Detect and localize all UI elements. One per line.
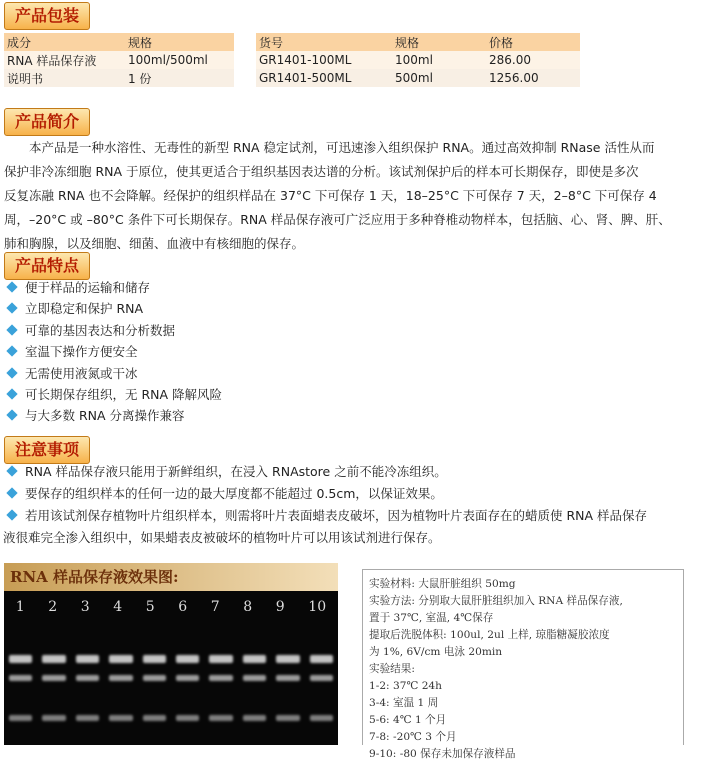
table-header: 货号 (256, 33, 392, 51)
intro-line: 保护非冷冻细胞 RNA 于原位，使其更适合于组织基因表达谱的分析。该试剂保护后的样本可长期保存，即使是多次 (4, 164, 639, 179)
gel-band (42, 715, 65, 721)
gel-band (42, 655, 65, 663)
table-cell: RNA 样品保存液 (4, 51, 125, 69)
diamond-bullet-icon (6, 465, 17, 476)
features-list (6, 277, 222, 427)
gel-band (109, 675, 132, 681)
table-cell: 500ml (392, 69, 486, 87)
gel-band (243, 715, 266, 721)
notice-text: RNA 样品保存液只能用于新鲜组织，在浸入 RNAstore 之前不能冷冻组织。 (25, 464, 447, 479)
note-line: 9-10: -80 保存未加保存液样品 (369, 748, 516, 760)
gel-band (310, 675, 333, 681)
gel-band (76, 675, 99, 681)
section-title-notice: 注意事项 (4, 436, 90, 464)
note-line: 3-4: 室温 1 周 (369, 697, 439, 709)
gel-band (276, 715, 299, 721)
feature-text: 无需使用液氮或干冰 (25, 365, 138, 381)
section-title-features: 产品特点 (4, 252, 90, 280)
section-title-packaging: 产品包装 (4, 2, 90, 30)
lane-label: 4 (113, 599, 123, 615)
note-line: 实验结果: (369, 663, 415, 675)
gel-band (9, 655, 32, 663)
list-item (6, 384, 222, 405)
lane-label: 2 (48, 599, 58, 615)
note-line: 为 1%, 6V/cm 电泳 20min (369, 646, 503, 658)
list-item (6, 298, 222, 319)
gel-band (9, 715, 32, 721)
notice-list (3, 461, 648, 549)
gel-band (76, 655, 99, 663)
lane-label: 10 (308, 599, 327, 615)
diamond-bullet-icon (6, 410, 17, 421)
lane-label: 1 (15, 599, 25, 615)
section-title-intro: 产品简介 (4, 108, 90, 136)
diamond-bullet-icon (6, 324, 17, 335)
diamond-bullet-icon (6, 487, 17, 498)
list-item (6, 505, 647, 527)
gel-band (276, 655, 299, 663)
note-line: 7-8: -20℃ 3 个月 (369, 731, 457, 743)
gel-band (310, 715, 333, 721)
lane-label: 7 (210, 599, 220, 615)
gel-band (176, 655, 199, 663)
feature-text: 便于样品的运输和储存 (25, 280, 151, 295)
diamond-bullet-icon (6, 388, 17, 399)
feature-text: 立即稳定和保护 RNA (25, 301, 144, 317)
gel-band (42, 675, 65, 681)
effect-title: RNA 样品保存液效果图: (4, 563, 338, 591)
lane-label: 6 (178, 599, 188, 615)
note-line: 实验材料: 大鼠肝脏组织 50mg (369, 578, 516, 590)
table-cell: 说明书 (4, 69, 125, 87)
gel-band (109, 715, 132, 721)
gel-band (243, 675, 266, 681)
gel-band (143, 675, 166, 681)
notice-text: 要保存的组织样本的任何一边的最大厚度都不能超过 0.5cm，以保证效果。 (25, 486, 443, 501)
diamond-bullet-icon (6, 367, 17, 378)
notice-text: 若用该试剂保存植物叶片组织样本，则需将叶片表面蜡表皮破坏，因为植物叶片表面存在的蜡质使 RNA 样品保存 (25, 508, 648, 523)
gel-band (209, 675, 232, 681)
packaging-table-catalog (256, 33, 580, 87)
table-cell: 286.00 (486, 51, 580, 69)
intro-line: 周，–20°C 或 –80°C 条件下可长期保存。RNA 样品保存液可广泛应用于多种脊椎动物样本，包括脑、心、肾、脾、肝、 (4, 212, 671, 227)
lane-label: 5 (145, 599, 155, 615)
list-item (6, 363, 222, 384)
note-line: 1-2: 37℃ 24h (369, 680, 442, 692)
note-line: 提取后洗脱体积: 100ul, 2ul 上样, 琼脂糖凝胶浓度 (369, 629, 610, 641)
packaging-table-components (4, 33, 234, 87)
diamond-bullet-icon (6, 281, 17, 292)
intro-line: 本产品是一种水溶性、无毒性的新型 RNA 稳定试剂，可迅速渗入组织保护 RNA。通过高效抑制 RNase 活性从而 (4, 140, 655, 155)
note-line: 实验方法: 分别取大鼠肝脏组织加入 RNA 样品保存液, (369, 595, 623, 607)
gel-band (310, 655, 333, 663)
table-cell: 1 份 (125, 69, 234, 87)
note-line: 置于 37℃, 室温, 4℃保存 (369, 612, 494, 624)
gel-band (209, 655, 232, 663)
gel-band (209, 715, 232, 721)
table-header: 价格 (486, 33, 580, 51)
lane-labels (4, 599, 338, 615)
diamond-bullet-icon (6, 509, 17, 520)
intro-paragraph (4, 136, 694, 256)
feature-text: 可长期保存组织，无 RNA 降解风险 (25, 387, 223, 403)
gel-band (76, 715, 99, 721)
list-item (6, 341, 222, 362)
table-cell: GR1401-100ML (256, 51, 392, 69)
diamond-bullet-icon (6, 346, 17, 357)
table-header: 规格 (392, 33, 486, 51)
gel-band (176, 715, 199, 721)
table-cell: 100ml/500ml (125, 51, 234, 69)
gel-band (276, 675, 299, 681)
intro-line: 肺和胸腺，以及细胞、细菌、血液中有核细胞的保存。 (4, 236, 305, 251)
intro-line: 反复冻融 RNA 也不会降解。经保护的组织样品在 37°C 下可保存 1 天，18–25°C 下可保存 7 天，2–8°C 下可保存 4 (4, 188, 657, 203)
table-cell: 1256.00 (486, 69, 580, 87)
lane-label: 9 (275, 599, 285, 615)
note-line: 5-6: 4℃ 1 个月 (369, 714, 447, 726)
gel-band (109, 655, 132, 663)
list-item (6, 461, 647, 483)
table-cell: GR1401-500ML (256, 69, 392, 87)
gel-band (143, 655, 166, 663)
experiment-notes (362, 569, 684, 760)
diamond-bullet-icon (6, 303, 17, 314)
gel-band (176, 675, 199, 681)
table-cell: 100ml (392, 51, 486, 69)
list-item (6, 483, 647, 505)
lane-label: 3 (80, 599, 90, 615)
notice-continuation: 液很难完全渗入组织中，如果蜡表皮被破坏的植物叶片可以用该试剂进行保存。 (3, 530, 441, 545)
gel-band (243, 655, 266, 663)
list-item (6, 277, 222, 298)
table-header: 成分 (4, 33, 125, 51)
gel-band (9, 675, 32, 681)
lane-label: 8 (243, 599, 253, 615)
list-item (6, 320, 222, 341)
list-item (6, 405, 222, 426)
table-header: 规格 (125, 33, 234, 51)
gel-band (143, 715, 166, 721)
feature-text: 室温下操作方便安全 (25, 344, 138, 360)
feature-text: 与大多数 RNA 分离操作兼容 (25, 408, 185, 424)
feature-text: 可靠的基因表达和分析数据 (25, 322, 176, 338)
gel-electrophoresis-image (4, 591, 338, 745)
